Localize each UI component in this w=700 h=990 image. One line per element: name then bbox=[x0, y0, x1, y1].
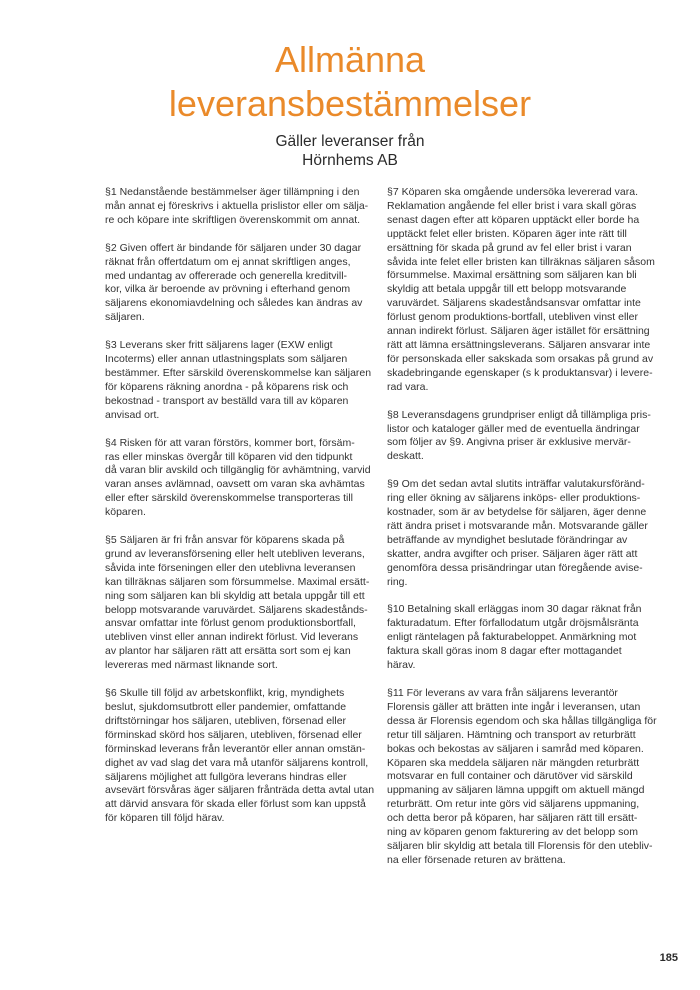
paragraph-line: ersättning för skada på grund av fel eller brist i varan bbox=[387, 241, 632, 254]
paragraph-line: dessa är Florensis egendom och ska hållas tillgängliga för bbox=[387, 714, 657, 727]
paragraph-line: utebliven vinst eller annan indirekt förlust. Vid leverans bbox=[105, 631, 359, 644]
paragraph-line: listor och kataloger gäller med de eventuella ändringar bbox=[387, 422, 640, 435]
paragraph-section bbox=[387, 408, 651, 465]
page-subtitle bbox=[0, 132, 700, 170]
paragraph-line: eller efter särskild överenskommelse transporteras till bbox=[105, 492, 354, 505]
paragraph-line: med undantag av offererade och generella kreditvill- bbox=[105, 269, 348, 282]
paragraph-line: skyldig att betala uppgår till ett belopp motsvarande bbox=[387, 283, 627, 296]
paragraph-line: ring eller ökning av säljarens inköps- eller produktions- bbox=[387, 492, 641, 505]
paragraph-line: skatter, andra avgifter och priser. Säljaren äger rätt att bbox=[387, 547, 638, 560]
page-number: 185 bbox=[659, 952, 678, 964]
paragraph-line: genomföra dessa prisändringar utan föregående avise- bbox=[387, 561, 643, 574]
paragraph-section bbox=[105, 339, 372, 422]
subtitle-line: Gäller leveranser från bbox=[275, 133, 425, 150]
paragraph-line: som följer av §9. Angivna priser är exklusive mervär- bbox=[387, 436, 631, 449]
paragraph-line: senast dagen efter att köparen upptäckt eller borde ha bbox=[387, 213, 640, 226]
paragraph-line: av plantor har säljaren rätt att ersätta sort som ej kan bbox=[105, 645, 351, 658]
paragraph-line: förminskad skörd hos säljaren, utebliven, försenad eller bbox=[105, 728, 362, 741]
paragraph-line: beslut, sjukdomsutbrott eller pandemier, omfattande bbox=[105, 701, 347, 713]
paragraph-line: dighet av vad slag det vara må utanför säljarens kontroll, bbox=[105, 756, 369, 769]
paragraph-line: såvida inte förseningen eller den uteblivna leveransen bbox=[105, 561, 356, 574]
paragraph-section bbox=[105, 186, 369, 228]
paragraph-line: varuvärdet. Säljarens skadeståndsansvar omfattar inte bbox=[387, 297, 641, 310]
paragraph-line: säljaren. bbox=[105, 311, 145, 324]
paragraph-line: för köparen till följd härav. bbox=[105, 812, 225, 825]
paragraph-section bbox=[105, 241, 363, 325]
paragraph-section bbox=[387, 687, 657, 868]
paragraph-line: §6 Skulle till följd av arbetskonflikt, krig, myndighets bbox=[105, 687, 345, 700]
paragraph-line: rad vara. bbox=[387, 380, 429, 393]
paragraph-line: köparen. bbox=[105, 506, 146, 519]
subtitle-line: Hörnhems AB bbox=[302, 152, 398, 169]
paragraph-line: kan tillräknas säljaren som försummelse. Maximal ersätt- bbox=[105, 575, 370, 588]
paragraph-line: säljaren blir skyldig att betala till Florensis för den utebliv- bbox=[387, 839, 653, 852]
page-title bbox=[0, 38, 700, 126]
paragraph-line: anvisad ort. bbox=[105, 408, 160, 421]
paragraph-line: fakturadatum. Efter förfallodatum utgår dröjsmålsränta bbox=[387, 617, 639, 630]
paragraph-line: bokas och bekostas av säljaren i samråd med köparen. bbox=[387, 742, 644, 755]
paragraph-line: §3 Leverans sker fritt säljarens lager (EXW enligt bbox=[105, 339, 333, 352]
paragraph-line: Reklamation angående fel eller brist i vara skall göras bbox=[387, 199, 637, 212]
paragraph-section bbox=[105, 436, 371, 520]
paragraph-line: skadebringande egenskaper (s k produktansvar) i levere- bbox=[387, 366, 653, 379]
paragraph-line: Incoterms) eller annan utlastningsplats som säljaren bbox=[105, 353, 348, 366]
paragraph-line: och detta beror på köparen, har säljaren rätt till ersätt- bbox=[387, 812, 638, 825]
paragraph-line: ring. bbox=[387, 575, 408, 588]
paragraph-line: re och köpare inte skriftligen överenskommit om annat. bbox=[105, 213, 361, 226]
paragraph-line: rätt att lämna ersättningsleverans. Säljaren ansvarar inte bbox=[387, 338, 651, 351]
paragraph-line: annan indirekt förlust. Säljaren äger istället för ersättning bbox=[387, 325, 650, 338]
paragraph-section bbox=[387, 186, 655, 395]
paragraph-line: rätt ändra priset i motsvarande mån. Motsvarande gäller bbox=[387, 519, 648, 532]
paragraph-line: enligt räntelagen på fakturabeloppet. Anmärkning mot bbox=[387, 631, 637, 644]
paragraph-line: returbrätt. Om retur inte görs vid säljarens uppmaning, bbox=[387, 798, 640, 811]
paragraph-line: förlust genom produktions-bortfall, utebliven vinst eller bbox=[387, 311, 638, 324]
paragraph-section bbox=[105, 687, 375, 826]
paragraph-line: såvida inte felet eller bristen kan tillräknas säljaren såsom bbox=[387, 255, 655, 268]
paragraph-line: §11 För leverans av vara från säljarens leverantör bbox=[387, 687, 618, 699]
paragraph-line: §9 Om det sedan avtal slutits inträffar valutakursföränd- bbox=[387, 478, 645, 491]
title-line: leveransbestämmelser bbox=[168, 83, 532, 124]
paragraph-line: då varan blir avskild och tillgänglig för avhämtning, varvid bbox=[105, 464, 371, 477]
paragraph-line: beträffande av myndighet beslutade förändringar av bbox=[387, 533, 628, 546]
paragraph-line: härav. bbox=[387, 659, 416, 672]
paragraph-line: §1 Nedanstående bestämmelser äger tillämpning i den bbox=[105, 186, 360, 198]
paragraph-line: räknat från offertdatum om ej annat skriftligen anges, bbox=[105, 255, 351, 268]
paragraph-line: kor, vilka är beroende av prövning i efterhand genom bbox=[105, 283, 351, 296]
paragraph-line: faktura skall göras inom 8 dagar efter mottagandet bbox=[387, 645, 622, 658]
paragraph-line: levereras med närmast liknande sort. bbox=[105, 659, 278, 672]
paragraph-line: uppmaning av säljaren lämna uppgift om aktuell mängd bbox=[387, 784, 645, 797]
paragraph-line: Köparen ska meddela säljaren när mängden returbrätt bbox=[387, 756, 640, 769]
paragraph-line: mån annat ej föreskrivs i aktuella prislistor eller om sälja- bbox=[105, 199, 369, 212]
paragraph-line: §2 Given offert är bindande för säljaren under 30 dagar bbox=[105, 241, 362, 254]
paragraph-line: §5 Säljaren är fri från ansvar för köparens skada på bbox=[105, 534, 345, 547]
paragraph-line: avsevärt försvåras äger säljaren frånträda detta avtal utan bbox=[105, 784, 375, 797]
paragraph-line: ning av köparen genom fakturering av det belopp som bbox=[387, 826, 638, 839]
paragraph-line: ning som säljaren kan bli skyldig att betala uppgår till ett bbox=[105, 589, 365, 602]
paragraph-line: §7 Köparen ska omgående undersöka levererad vara. bbox=[387, 186, 638, 198]
title-line: Allmänna bbox=[274, 39, 426, 80]
paragraph-line: upptäckt felet eller bristen. Köparen äger inte rätt till bbox=[387, 227, 627, 240]
paragraph-line: Florensis gäller att brätten inte ingår i leveransen, utan bbox=[387, 700, 641, 713]
paragraph-line: ansvar omfattar inte förlust genom produktionsbortfall, bbox=[105, 617, 356, 630]
paragraph-line: att därvid ansvara för skada eller förlust som kan uppstå bbox=[105, 798, 366, 811]
paragraph-line: na eller försenade returen av brättena. bbox=[387, 853, 566, 866]
paragraph-line: §4 Risken för att varan förstörs, kommer bort, försäm- bbox=[105, 436, 355, 449]
paragraph-line: förminskad leverans från leverantör eller annan omstän- bbox=[105, 742, 366, 755]
paragraph-line: retur till säljaren. Hämtning och transport av returbrätt bbox=[387, 728, 636, 741]
right-text-column bbox=[387, 186, 657, 882]
paragraph-line: §8 Leveransdagens grundpriser enligt då tillämpliga pris- bbox=[387, 408, 651, 421]
paragraph-line: ras eller minskas övergår till köparen vid den tidpunkt bbox=[105, 450, 353, 463]
paragraph-line: bestämmer. Efter särskild överenskommelse kan säljaren bbox=[105, 366, 372, 379]
paragraph-line: driftstörningar hos säljaren, utebliven, försenad eller bbox=[105, 714, 347, 727]
paragraph-line: varan anses avlämnad, oavsett om varan ska avhämtas bbox=[105, 478, 365, 491]
paragraph-line: bekostnad - transport av beställd vara till av köparen bbox=[105, 394, 349, 407]
paragraph-line: deskatt. bbox=[387, 450, 424, 463]
left-text-column bbox=[105, 186, 375, 840]
paragraph-section bbox=[105, 534, 370, 673]
paragraph-line: säljarens ekonomiavdelning och således kan ändras av bbox=[105, 297, 363, 310]
paragraph-line: belopp motsvarande varuvärdet. Säljarens skadestånds- bbox=[105, 603, 368, 616]
paragraph-line: försummelse. Maximal ersättning som säljaren kan bli bbox=[387, 269, 637, 282]
paragraph-line: grund av leveransförsening eller helt utebliven leverans, bbox=[105, 547, 365, 560]
paragraph-line: för köparens räkning anordna - på köparens risk och bbox=[105, 380, 349, 393]
paragraph-line: säljarens möjlighet att fullgöra leverans hindras eller bbox=[105, 770, 347, 783]
paragraph-section bbox=[387, 603, 641, 673]
paragraph-line: kostnader, som är av betydelse för säljaren, äger denne bbox=[387, 506, 647, 519]
paragraph-section bbox=[387, 478, 648, 589]
paragraph-line: för personskada eller sakskada som orsakas på grund av bbox=[387, 352, 654, 365]
paragraph-line: motsvarar en full container och därutöver vid särskild bbox=[387, 770, 633, 783]
paragraph-line: §10 Betalning skall erläggas inom 30 dagar räknat från bbox=[387, 603, 642, 616]
